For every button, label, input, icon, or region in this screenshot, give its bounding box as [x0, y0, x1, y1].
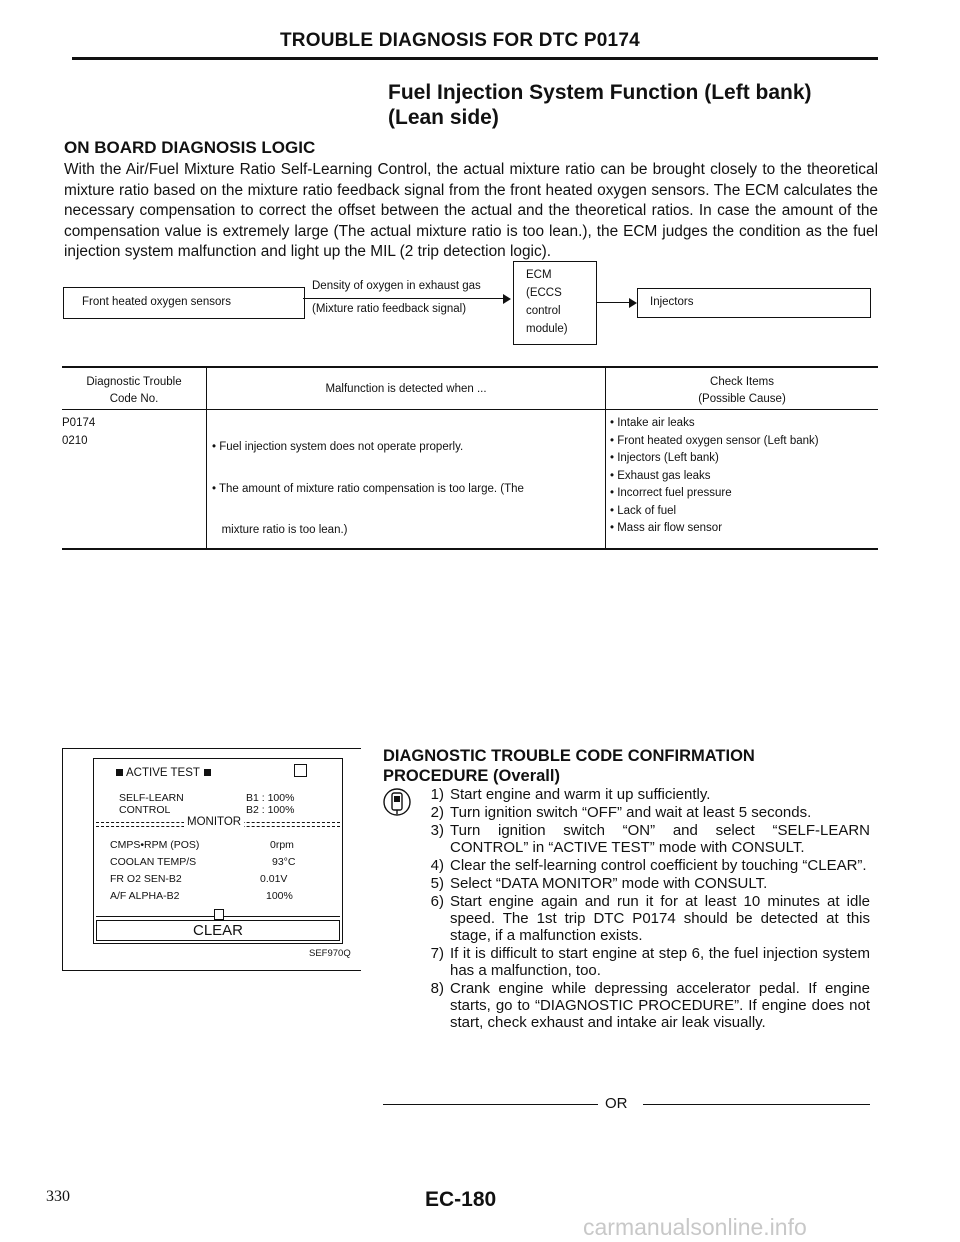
check-item: • Front heated oxygen sensor (Left bank): [610, 434, 819, 447]
section-title: [388, 80, 812, 130]
cell-malfunction: [212, 415, 524, 564]
ecm-line-4: module): [526, 323, 568, 335]
section-title-line2: (Lean side): [388, 106, 499, 129]
monitor-row: [110, 873, 310, 885]
cell-dtc-codes: [62, 415, 95, 450]
header-dtc-line1: Diagnostic Trouble: [86, 376, 182, 388]
procedure-step: [420, 804, 870, 821]
signal-line: [303, 298, 509, 299]
step-text: Clear the self-learning control coefficient by touching “CLEAR”.: [450, 857, 867, 874]
monitor-row-label: A/F ALPHA-B2: [110, 890, 180, 902]
square-bullet-icon: [116, 769, 123, 776]
step-number: 6): [430, 893, 444, 910]
title-rule: [72, 57, 878, 60]
step-text: If it is difficult to start engine at step 6, the fuel injection system has a malfunction, too.: [450, 945, 870, 979]
monitor-divider: [96, 817, 340, 829]
step-number: 3): [430, 822, 444, 839]
check-item: • Intake air leaks: [610, 417, 695, 429]
self-learn-label: [119, 792, 184, 816]
watermark: carmanualsonline.info: [583, 1214, 807, 1240]
malfunction-line: mixture ratio is too lean.): [212, 524, 348, 536]
header-check-line1: Check Items: [710, 376, 774, 388]
step-text: Select “DATA MONITOR” mode with CONSULT.: [450, 875, 768, 892]
dtc-table: [62, 366, 878, 552]
procedure-steps: [420, 786, 870, 1032]
dtc-code: P0174: [62, 417, 96, 429]
monitor-row-label: FR O2 SEN-B2: [110, 873, 182, 885]
square-bullet-icon: [204, 769, 211, 776]
signal-label-2: (Mixture ratio feedback signal): [312, 303, 467, 315]
bank-values: [246, 792, 294, 816]
check-item: • Lack of fuel: [610, 504, 677, 517]
procedure-heading-line2: PROCEDURE (Overall): [383, 767, 560, 785]
page-icon: [214, 909, 224, 920]
header-check-line2: (Possible Cause): [698, 393, 786, 405]
or-rule-right: [643, 1104, 870, 1105]
active-test-header: [116, 767, 211, 779]
injectors-box: [637, 288, 871, 318]
ecm-output-line: [596, 302, 633, 303]
ecm-box: [513, 261, 597, 345]
procedure-step: [420, 786, 870, 803]
or-label: OR: [605, 1095, 628, 1112]
sensor-box-label: Front heated oxygen sensors: [82, 296, 231, 308]
checkbox-icon[interactable]: [294, 764, 307, 777]
step-number: 2): [430, 804, 444, 821]
page-number: 330: [46, 1188, 70, 1205]
step-number: 7): [430, 945, 444, 962]
header-check-items: [606, 374, 878, 408]
page-title: TROUBLE DIAGNOSIS FOR DTC P0174: [280, 30, 640, 51]
monitor-row-value: 0rpm: [270, 839, 294, 851]
monitor-row-label: COOLAN TEMP/S: [110, 856, 197, 868]
procedure-heading-line1: DIAGNOSTIC TROUBLE CODE CONFIRMATION: [383, 747, 755, 765]
ecm-line-1: ECM: [526, 269, 552, 281]
active-test-title: ACTIVE TEST: [126, 767, 200, 779]
procedure-step: [420, 980, 870, 1031]
check-item: • Injectors (Left bank): [610, 452, 719, 464]
arrow-head-icon: [629, 298, 637, 308]
step-number: 5): [430, 875, 444, 892]
figure-top-rule: [63, 748, 361, 749]
sensor-box: [63, 287, 305, 319]
step-text: Turn ignition switch “ON” and select “SELF-LEARN CONTROL” in “ACTIVE TEST” mode with CONSULT.: [450, 822, 870, 856]
procedure-step: [420, 893, 870, 944]
step-text: Start engine and warm it up sufficiently.: [450, 786, 711, 803]
procedure-heading: [383, 746, 755, 786]
procedure-step: [420, 822, 870, 856]
monitor-row-value: 0.01V: [260, 873, 288, 885]
or-rule-left: [383, 1104, 598, 1105]
cell-check-items: [610, 415, 819, 538]
step-text: Turn ignition switch “OFF” and wait at least 5 seconds.: [450, 804, 812, 821]
self-learn-line1: SELF-LEARN: [119, 792, 184, 804]
malfunction-line: • Fuel injection system does not operate properly.: [212, 441, 464, 453]
section-title-line1: Fuel Injection System Function (Left bank): [388, 81, 812, 104]
monitor-row: [110, 856, 310, 868]
table-header-rule: [62, 409, 878, 410]
procedure-step: [420, 945, 870, 979]
step-text: Crank engine while depressing accelerator pedal. If engine starts, go to “DIAGNOSTIC PROCEDURE”. If engine does not start, check exhaust and intake air leak visually.: [450, 980, 870, 1031]
dtc-code: 0210: [62, 434, 88, 447]
check-item: • Mass air flow sensor: [610, 522, 723, 534]
header-malfunction: Malfunction is detected when ...: [325, 383, 487, 395]
b2-value: B2 : 100%: [246, 804, 295, 816]
self-learn-line2: CONTROL: [119, 804, 171, 816]
clear-button[interactable]: [96, 920, 340, 941]
procedure-step: [420, 875, 870, 892]
or-divider: [383, 1094, 870, 1114]
step-number: 8): [430, 980, 444, 997]
procedure-step: [420, 857, 870, 874]
clear-button-label: CLEAR: [192, 922, 244, 939]
signal-label-1: Density of oxygen in exhaust gas: [312, 280, 481, 292]
page-code: EC-180: [425, 1188, 497, 1211]
injectors-label: Injectors: [650, 296, 694, 308]
figure-code: SEF970Q: [309, 948, 351, 959]
malfunction-line: • The amount of mixture ratio compensation is too large. (The: [212, 482, 524, 495]
table-top-rule: [62, 366, 878, 368]
obd-heading: ON BOARD DIAGNOSIS LOGIC: [64, 138, 316, 157]
b1-value: B1 : 100%: [246, 792, 295, 804]
check-item: • Exhaust gas leaks: [610, 469, 711, 482]
monitor-row: [110, 839, 310, 851]
consult-tool-icon-svg: [382, 786, 412, 818]
monitor-label: MONITOR: [184, 816, 244, 828]
monitor-row-value: 100%: [266, 890, 293, 902]
step-number: 4): [430, 857, 444, 874]
monitor-row: [110, 890, 310, 902]
header-dtc-code: [62, 374, 206, 408]
monitor-row-value: 93°C: [272, 856, 296, 868]
step-text: Start engine again and run it for at least 10 minutes at idle speed. The 1st trip DTC P0174 should be detected at this stage, if a malfunction exists.: [450, 893, 870, 944]
ecm-line-2: (ECCS: [526, 287, 562, 299]
obd-body: With the Air/Fuel Mixture Ratio Self-Learning Control, the actual mixture ratio can be brought closely to the theoretical mixture ratio based on the mixture ratio feedback signal from the front heated oxygen sensors. The ECM calculates the necessary compensation to correct the offset between the actual and the theoretical ratios. In case the amount of the compensation value is extremely large (The actual mixture ratio is too lean.), the ECM judges the condition as the fuel injection system malfunction and light up the MIL (2 trip detection logic).: [64, 161, 878, 260]
step-number: 1): [430, 786, 444, 803]
consult-screen: [93, 758, 343, 944]
check-item: • Incorrect fuel pressure: [610, 487, 732, 499]
ecm-line-3: control: [526, 305, 561, 317]
header-dtc-line2: Code No.: [109, 393, 159, 405]
consult-tool-icon: [382, 786, 412, 818]
consult-figure: [62, 748, 361, 971]
monitor-row-label: CMPS•RPM (POS): [110, 839, 200, 851]
arrow-head-icon: [503, 294, 511, 304]
